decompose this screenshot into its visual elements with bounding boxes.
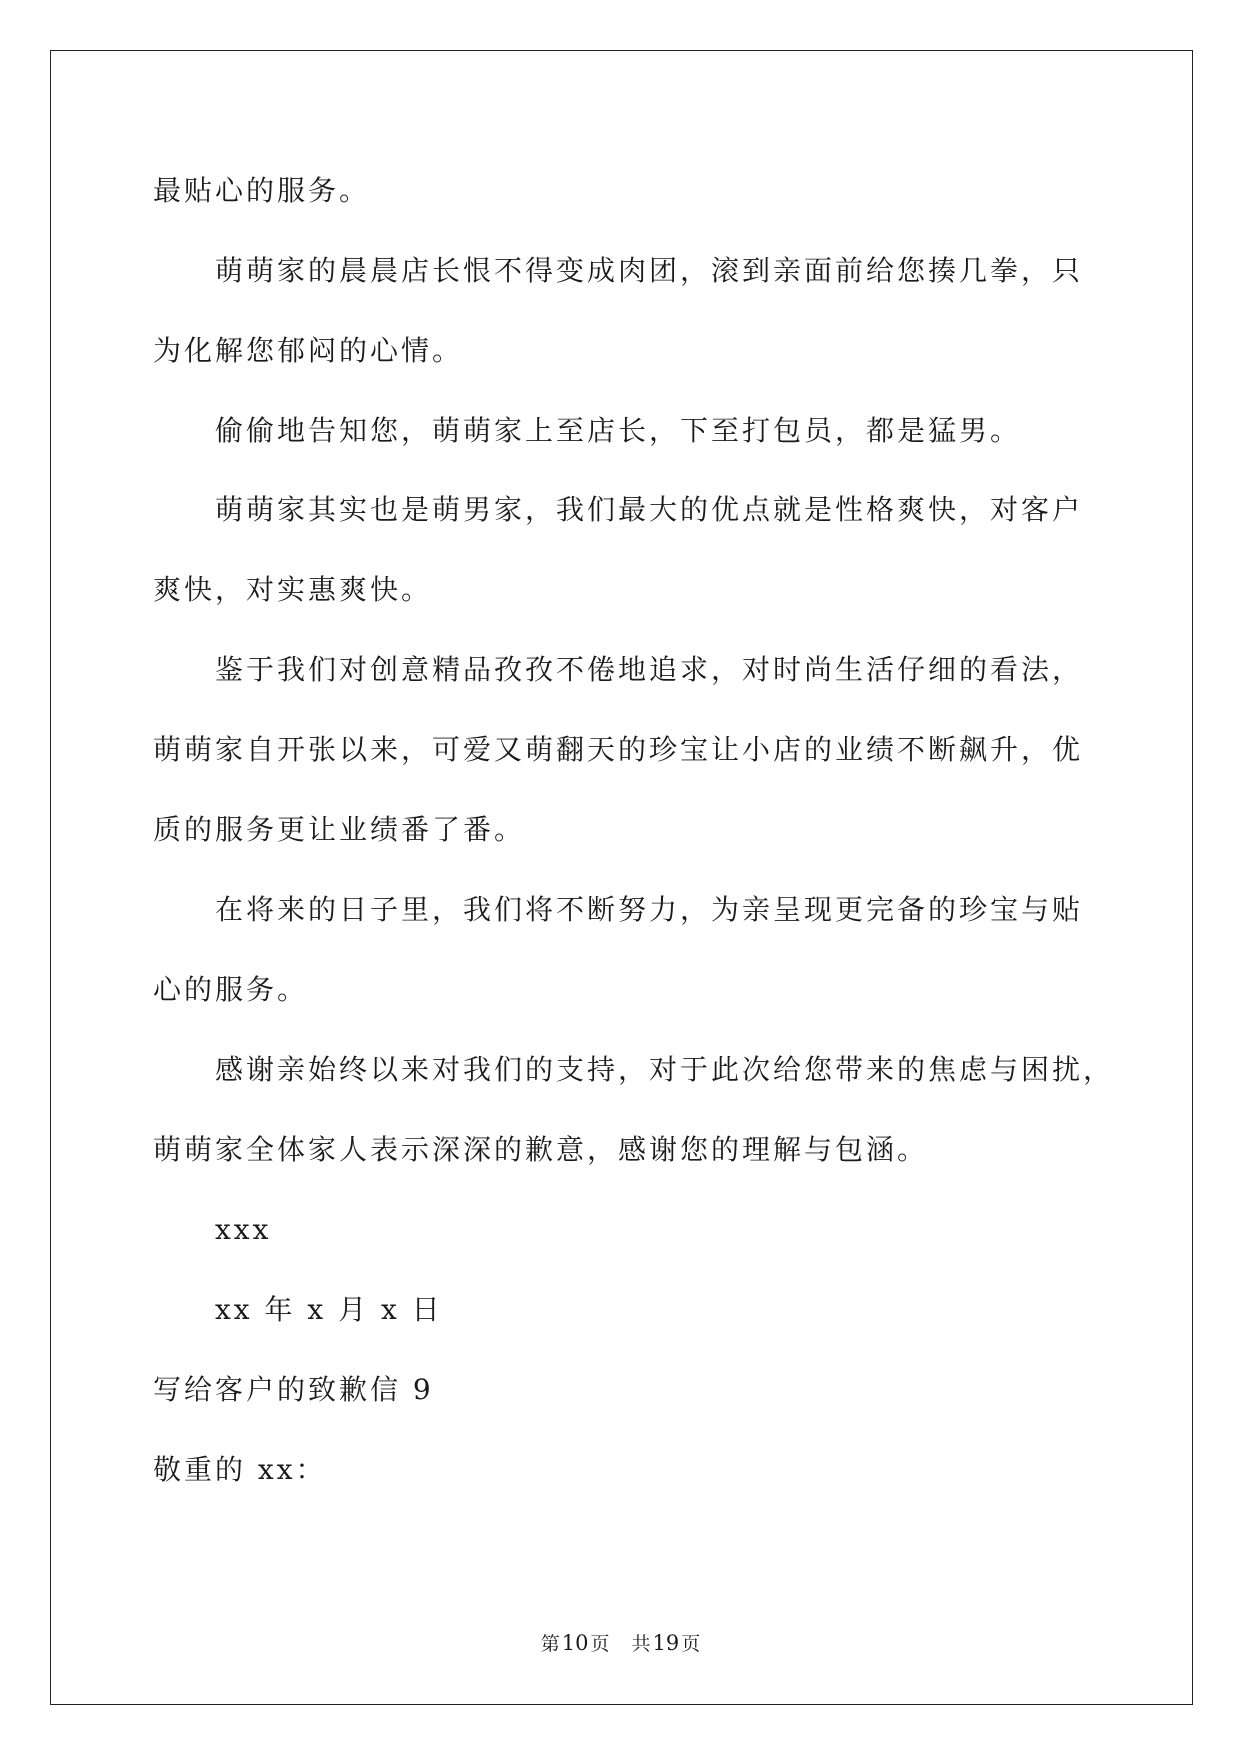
section-heading: 写给客户的致歉信 9 [153,1373,434,1406]
body-line-13: 萌萌家全体家人表示深深的歉意，感谢您的理解与包涵。 [153,1133,929,1166]
salutation: 敬重的 xx： [153,1453,327,1486]
body-line-7: 鉴于我们对创意精品孜孜不倦地追求，对时尚生活仔细的看法， [215,653,1084,686]
body-line-3: 为化解您郁闷的心情。 [153,334,464,367]
body-line-9: 质的服务更让业绩番了番。 [153,813,526,846]
page-footer [0,1630,1241,1657]
body-line-1: 最贴心的服务。 [153,174,371,207]
body-line-8: 萌萌家自开张以来，可爱又萌翻天的珍宝让小店的业绩不断飙升，优 [153,733,1084,766]
footer-total-suffix: 页 [681,1633,701,1655]
body-line-5: 萌萌家其实也是萌男家，我们最大的优点就是性格爽快，对客户 [215,493,1084,526]
body-line-11: 心的服务。 [153,973,309,1006]
body-line-2: 萌萌家的晨晨店长恨不得变成肉团，滚到亲面前给您揍几拳，只 [215,254,1084,287]
body-line-4: 偷偷地告知您，萌萌家上至店长，下至打包员，都是猛男。 [215,414,1022,447]
footer-page-prefix: 第 [540,1633,560,1655]
footer-total-prefix: 共 [631,1633,651,1655]
footer-page-current: 10 [561,1631,589,1655]
body-line-6: 爽快，对实惠爽快。 [153,573,433,606]
footer-page-total: 19 [652,1631,680,1655]
body-line-12: 感谢亲始终以来对我们的支持，对于此次给您带来的焦虑与困扰， [215,1053,1115,1086]
body-line-10: 在将来的日子里，我们将不断努力，为亲呈现更完备的珍宝与贴 [215,893,1084,926]
signature-name: xxx [215,1213,272,1246]
footer-page-suffix: 页 [590,1633,610,1655]
signature-date: xx 年 x 月 x 日 [215,1293,443,1326]
